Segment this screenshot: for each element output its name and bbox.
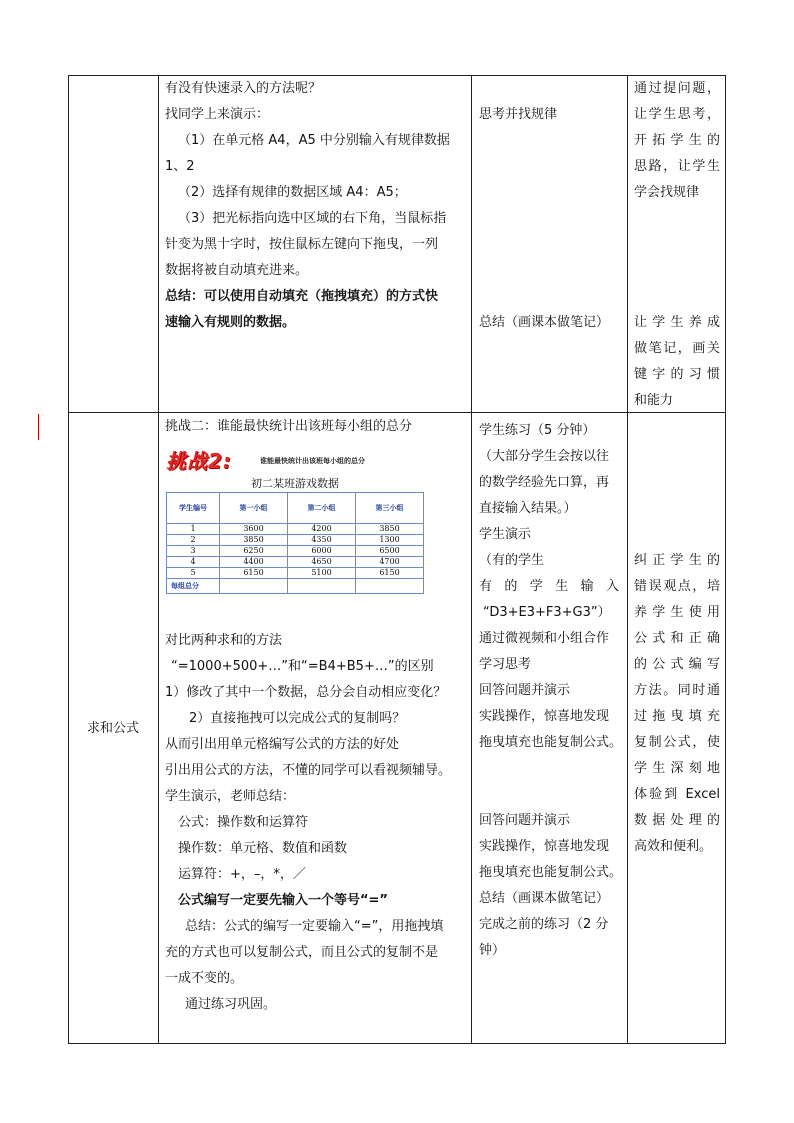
table-row <box>167 535 424 546</box>
content-line: 数据将被自动填充进来。 <box>165 263 309 278</box>
intent-line: 公式和正确 <box>634 631 720 646</box>
row1-student-a <box>479 102 624 128</box>
content-line: 1）修改了其中一个数据，总分会自动相应变化？ <box>165 685 447 700</box>
row2-challenge <box>165 414 465 440</box>
student-line: 钟） <box>479 943 506 958</box>
table-header: 第三小组 <box>356 493 424 524</box>
table-header: 第一小组 <box>220 493 288 524</box>
table-cell: 4 <box>167 557 220 568</box>
summary-line: 速输入有规则的数据。 <box>165 315 296 330</box>
table-cell: 3850 <box>356 524 424 535</box>
table-cell: 3 <box>167 546 220 557</box>
content-line: “=1000+500+…”和“=B4+B5+…”的区别 <box>171 659 434 674</box>
table-cell: 3850 <box>220 535 288 546</box>
table-cell: 5 <box>167 568 220 579</box>
row2-intent <box>634 548 720 860</box>
student-line: 有 的 学 生 输 入 <box>479 579 619 594</box>
table-border-right <box>725 75 726 1044</box>
table-row-total <box>167 579 424 594</box>
table-row <box>167 524 424 535</box>
student-line: 实践操作，惊喜地发现 <box>479 709 610 724</box>
row2-student-b <box>479 808 627 964</box>
content-line: （1）在单元格 A4，A5 中分别输入有规律数据 <box>178 133 450 148</box>
row2-content <box>165 628 470 1018</box>
content-line: 一成不变的。 <box>165 971 244 986</box>
table-row <box>167 557 424 568</box>
content-line: 针变为黑十字时，按住鼠标左键向下拖曳，一列 <box>165 237 439 252</box>
student-line: 学生练习（5 分钟） <box>479 423 596 438</box>
student-line: 直接输入结果。） <box>479 501 577 516</box>
content-line: 操作数：单元格、数值和函数 <box>178 841 348 856</box>
game-data-table <box>166 476 424 594</box>
student-line: 通过微视频和小组合作 <box>479 631 610 646</box>
intent-line: 和能力 <box>634 393 674 408</box>
intent-line: 学会找规律 <box>634 185 700 200</box>
student-line: 拖曳填充也能复制公式。 <box>479 865 623 880</box>
table-cell: 5100 <box>288 568 356 579</box>
table-cell-empty <box>220 579 288 594</box>
table-cell-empty <box>288 579 356 594</box>
content-line: 充的方式也可以复制公式，而且公式的复制不是 <box>165 945 439 960</box>
row1-intent-a <box>634 76 720 206</box>
intent-line: 体验到 Excel <box>634 787 720 802</box>
student-line: 总结（画课本做笔记） <box>479 891 610 906</box>
content-line: 2）直接拖拽可以完成公式的复制吗？ <box>189 711 406 726</box>
student-line: “D3+E3+F3+G3”） <box>483 605 611 620</box>
intent-line: 纠正学生的 <box>634 553 720 568</box>
content-line: 总结：公式的编写一定要输入“=”，用拖拽填 <box>185 919 444 934</box>
content-line: 通过练习巩固。 <box>185 997 277 1012</box>
student-line: （有的学生 <box>479 553 545 568</box>
table-cell: 4350 <box>288 535 356 546</box>
student-line: 学习思考 <box>479 657 532 672</box>
table-cell: 6150 <box>220 568 288 579</box>
table-divider-2 <box>471 75 472 1044</box>
table-cell: 4400 <box>220 557 288 568</box>
intent-line: 通过提问题， <box>634 81 720 96</box>
intent-line: 数据处理的 <box>634 813 720 828</box>
student-line: 完成之前的练习（2 分 <box>479 917 609 932</box>
table-row <box>167 546 424 557</box>
table-divider-3 <box>627 75 628 1044</box>
intent-line: 错误观点，培 <box>634 579 720 594</box>
intent-line: 思路，让学生 <box>634 159 720 174</box>
intent-line: 做笔记，画关 <box>634 341 720 356</box>
table-header: 学生编号 <box>167 493 220 524</box>
table-cell: 6150 <box>356 568 424 579</box>
row2-student-a <box>479 418 627 756</box>
row1-intent-b <box>634 310 720 414</box>
table-cell: 1300 <box>356 535 424 546</box>
row2-section-label <box>70 716 156 742</box>
table-cell: 4700 <box>356 557 424 568</box>
student-line: 的数学经验先口算，再 <box>479 475 610 490</box>
student-line: 思考并找规律 <box>479 107 558 122</box>
screenshot-banner <box>164 448 426 474</box>
table-cell: 1 <box>167 524 220 535</box>
table-cell: 3600 <box>220 524 288 535</box>
content-line: 1、2 <box>165 159 195 174</box>
intent-line: 复制公式，使 <box>634 735 720 750</box>
challenge-title: 挑战二：谁能最快统计出该班每小组的总分 <box>165 419 413 434</box>
student-line: 拖曳填充也能复制公式。 <box>479 735 623 750</box>
intent-line: 养学生使用 <box>634 605 720 620</box>
intent-line: 开拓学生的 <box>634 133 720 148</box>
intent-line: 高效和便利。 <box>634 839 713 854</box>
total-label: 每组总分 <box>167 579 220 594</box>
key-point-line: 公式编写一定要先输入一个等号“=” <box>178 893 388 908</box>
intent-line: 学生深刻地 <box>634 761 720 776</box>
content-line: 运算符：+，–，*，／ <box>178 867 306 882</box>
banner-subtitle: 谁能最快统计出该班每小组的总分 <box>260 457 365 465</box>
table-cell-empty <box>356 579 424 594</box>
table-cell: 4200 <box>288 524 356 535</box>
table-cell: 2 <box>167 535 220 546</box>
content-line: 对比两种求和的方法 <box>165 633 283 648</box>
content-line: 公式：操作数和运算符 <box>178 815 309 830</box>
summary-line: 总结：可以使用自动填充（拖拽填充）的方式快 <box>165 289 439 304</box>
banner-title: 挑战2: <box>166 449 232 473</box>
section-title: 求和公式 <box>86 721 139 736</box>
table-cell: 4650 <box>288 557 356 568</box>
table-divider-1 <box>158 75 159 1044</box>
table-row <box>167 568 424 579</box>
intent-line: 键字的习惯 <box>634 367 720 382</box>
intent-line: 让学生思考， <box>634 107 720 122</box>
content-line: 引出用公式的方法，不懂的同学可以看视频辅导。 <box>165 763 452 778</box>
content-line: 有没有快速录入的方法呢？ <box>165 81 322 96</box>
intent-line: 让学生养成 <box>634 315 720 330</box>
student-line: （大部分学生会按以往 <box>479 449 610 464</box>
content-line: 从而引出用单元格编写公式的方法的好处 <box>165 737 400 752</box>
table-header: 第二小组 <box>288 493 356 524</box>
table-border-left <box>68 75 69 1044</box>
student-line: 实践操作，惊喜地发现 <box>479 839 610 854</box>
table-cell: 6250 <box>220 546 288 557</box>
student-line: 总结（画课本做笔记） <box>479 315 610 330</box>
table-cell: 6500 <box>356 546 424 557</box>
intent-line: 方法。同时通 <box>634 683 720 698</box>
student-line: 学生演示 <box>479 527 532 542</box>
table-title: 初二某班游戏数据 <box>167 476 424 493</box>
row1-content <box>165 76 465 336</box>
intent-line: 过拖曳填充 <box>634 709 720 724</box>
student-line: 回答问题并演示 <box>479 683 571 698</box>
table-cell: 6000 <box>288 546 356 557</box>
challenge-screenshot <box>164 448 426 620</box>
intent-line: 的公式编写 <box>634 657 720 672</box>
content-line: （2）选择有规律的数据区域 A4：A5； <box>178 185 407 200</box>
student-line: 回答问题并演示 <box>479 813 571 828</box>
row1-student-b <box>479 310 624 336</box>
revision-mark <box>38 414 39 440</box>
content-line: 学生演示，老师总结： <box>165 789 296 804</box>
content-line: 找同学上来演示： <box>165 107 270 122</box>
content-line: （3）把光标指向选中区域的右下角，当鼠标指 <box>178 211 447 226</box>
